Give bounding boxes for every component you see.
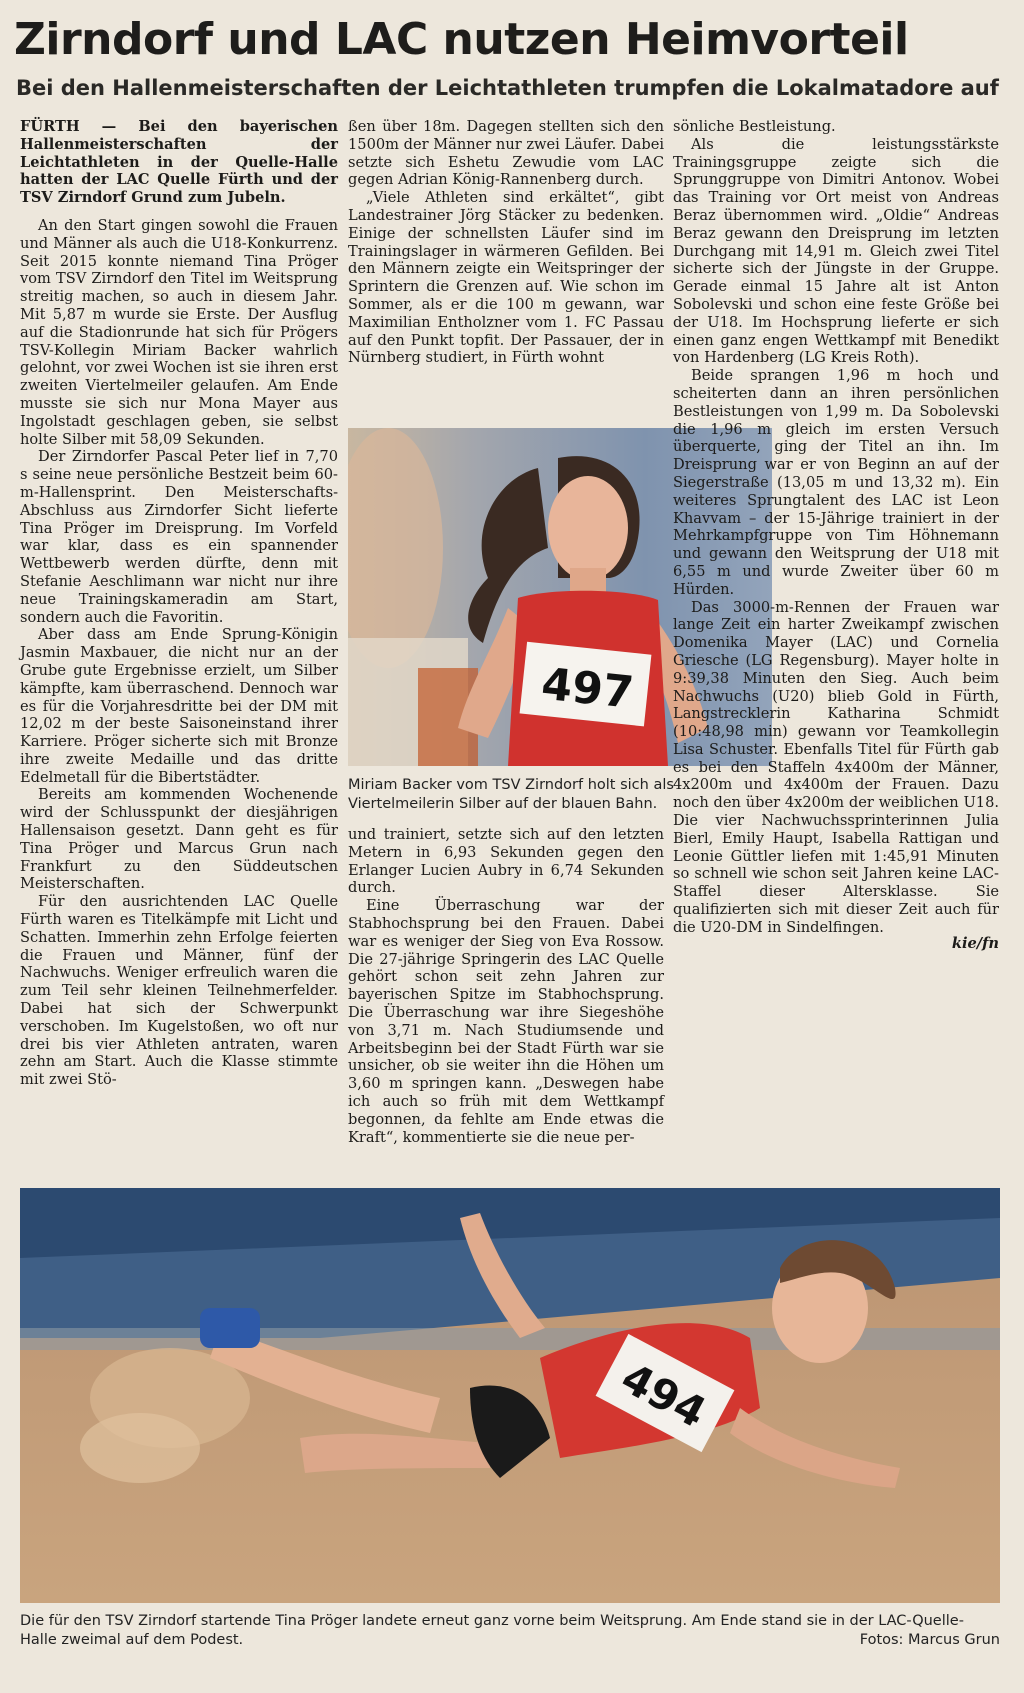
- body-paragraph: Bereits am kommenden Wochenende wird der Schlusspunkt der diesjährigen Hallensaison gesetzt. Dann geht es für Tina Pröger und Marcus Grun nach Frankfurt zu den Süddeutschen Meisterschaften.: [20, 786, 338, 893]
- body-paragraph: „Viele Athleten sind erkältet“, gibt Landestrainer Jörg Stäcker zu bedenken. Einige der schnellsten Läufer sind im Trainingslager in wärmeren Gefilden. Bei den Männern zeigte ein Weitspringer der Sprintern die Grenzen auf. Wie schon im Sommer, als er die 100 m gewann, war Maximilian Entholzner vom 1. FC Passau auf den Punkt topfit. Der Passauer, der in Nürnberg studiert, in Fürth wohnt: [348, 189, 664, 367]
- body-paragraph: ßen über 18m. Dagegen stellten sich den 1500m der Männer nur zwei Läufer. Dabei setzte sich Eshetu Zewudie vom LAC gegen Adrian König-Rannenberg durch.: [348, 118, 664, 189]
- body-paragraph: Eine Überraschung war der Stabhochsprung bei den Frauen. Dabei war es weniger der Sieg von Eva Rossow. Die 27-jährige Springerin des LAC Quelle gehört schon seit zehn Jahren zur bayerischen Spitze im Stabhochsprung. Die Überraschung war ihre Siegeshöhe von 3,71 m. Nach Studiumsende und Arbeitsbeginn bei der Stadt Fürth war sie unsicher, ob sie weiter ihn die Höhen um 3,60 m springen kann. „Deswegen habe ich auch so früh mit dem Wettkampf begonnen, da fehlte am Ende etwas die Kraft“, kommentierte sie die neue per-: [348, 897, 664, 1146]
- photo-runner-caption: Miriam Backer vom TSV Zirndorf holt sich als Viertelmeilerin Silber auf der blauen Bahn.: [348, 777, 674, 812]
- body-paragraph: Der Zirndorfer Pascal Peter lief in 7,70 s seine neue persönliche Bestzeit beim 60-m-Hallensprint. Den Meisterschafts-Abschluss aus Zirndorfer Sicht lieferte Tina Pröger im Dreisprung. Im Vorfeld war klar, dass es ein spannender Wettbewerb werden dürfte, denn mit Stefanie Aeschlimann war nicht nur ihre neue Trainingskameradin am Start, sondern auch die Favoritin.: [20, 448, 338, 626]
- body-paragraph: Aber dass am Ende Sprung-Königin Jasmin Maxbauer, die nicht nur an der Grube gute Ergebnisse erzielt, um Silber kämpfte, kam überraschend. Dennoch war es für die Vorjahresdritte bei der DM mit 12,02 m der beste Saisoneinstand ihrer Karriere. Pröger sicherte sich mit Bronze ihre zweite Medaille und das dritte Edelmetall für die Bibertstädter.: [20, 626, 338, 786]
- article-column-2-bottom: [348, 826, 664, 1146]
- subheadline: Bei den Hallenmeisterschaften der Leichtathleten trumpfen die Lokalmatadore auf: [16, 76, 999, 100]
- body-paragraph: Für den ausrichtenden LAC Quelle Fürth waren es Titelkämpfe mit Licht und Schatten. Immerhin zehn Erfolge feierten die Frauen und Männer, fünf der Nachwuchs. Weniger erfreulich waren die zum Teil sehr kleinen Teilnehmerfelder. Dabei hat sich der Schwerpunkt verschoben. Im Kugelstoßen, wo oft nur drei bis vier Athleten antraten, waren zehn am Start. Auch die Klasse stimmte mit zwei Stö-: [20, 893, 338, 1089]
- body-paragraph: sönliche Bestleistung.: [673, 118, 836, 135]
- lead-paragraph: FÜRTH — Bei den bayerischen Hallenmeisterschaften der Leichtathleten in der Quelle-Halle hatten der LAC Quelle Fürth und der TSV Zirndorf Grund zum Jubeln.: [20, 118, 338, 207]
- body-paragraph: Beide sprangen 1,96 m hoch und scheiterten dann an ihren persönlichen Bestleistungen von 1,99 m. Da Sobolevski die 1,96 m gleich im ersten Versuch überquerte, ging der Titel an ihn. Im Dreisprung war er von Beginn an auf der Siegerstraße (13,05 m und 13,32 m). Ein weiteres Sprungtalent des LAC ist Leon Khavvam – der 15-Jährige trainiert in der Mehrkampfgruppe von Tim Höhnemann und gewann den Weitsprung der U18 mit 6,55 m und wurde Zweiter über 60 m Hürden.: [673, 367, 999, 598]
- body-paragraph: An den Start gingen sowohl die Frauen und Männer als auch die U18-Konkurrenz. Seit 2015 konnte niemand Tina Pröger vom TSV Zirndorf den Titel im Weitsprung streitig machen, so auch in diesem Jahr. Mit 5,87 m wurde sie Erste. Der Ausflug auf die Stadionrunde hat sich für Prögers TSV-Kollegin Miriam Backer wahrlich gelohnt, vor zwei Wochen ist sie ihren erst zweiten Viertelmeiler gelaufen. Am Ende musste sie sich nur Mona Mayer aus Ingolstadt geschlagen geben, sie selbst holte Silber mit 58,09 Sekunden.: [20, 216, 338, 448]
- photo-credit: Fotos: Marcus Grun: [859, 1632, 1000, 1648]
- article-column-2-top: [348, 118, 664, 367]
- body-paragraph: Als die leistungsstärkste Trainingsgruppe zeigte sich die Sprunggruppe von Dimitri Antonov. Wobei das Training vor Ort meist von Andreas Beraz übernommen wird. „Oldie“ Andreas Beraz gewann den Dreisprung im letzten Durchgang mit 14,91 m. Gleich zwei Titel sicherte sich der Jüngste in der Gruppe. Gerade einmal 15 Jahre alt ist Anton Sobolevski und schon eine feste Größe bei der U18. Im Hochsprung lieferte er sich einen ganz engen Wettkampf mit Benedikt von Hardenberg (LG Kreis Roth).: [673, 135, 999, 367]
- article-column-3: [673, 118, 999, 952]
- body-paragraph: und trainiert, setzte sich auf den letzten Metern in 6,93 Sekunden gegen den Erlanger Lucien Aubry in 6,74 Sekunden durch.: [348, 826, 664, 897]
- caption-text: Die für den TSV Zirndorf startende Tina Pröger landete erneut ganz vorne beim Weitsprung. Am Ende stand sie in der LAC-Quelle-Halle zweimal auf dem Podest.: [20, 1613, 964, 1648]
- photo-long-jump-caption: [20, 1612, 1000, 1650]
- bib-number: 494: [613, 1352, 715, 1438]
- headline: Zirndorf und LAC nutzen Heimvorteil: [14, 14, 909, 65]
- photo-long-jump: [20, 1188, 1000, 1603]
- bib-number: 497: [539, 658, 636, 719]
- photo-long-jump-image: [20, 1188, 1000, 1603]
- byline: kie/fn: [951, 934, 999, 952]
- article-column-1: [20, 118, 338, 1089]
- body-paragraph: Das 3000-m-Rennen der Frauen war lange Zeit ein harter Zweikampf zwischen Domenika Mayer (LAC) und Cornelia Griesche (LG Regensburg). Mayer holte in 9:39,38 Minuten den Sieg. Auch beim Nachwuchs (U20) blieb Gold in Fürth, Langstrecklerin Katharina Schmidt (10:48,98 min) gewann vor Teamkollegin Lisa Schuster. Ebenfalls Titel für Fürth gab es bei den Staffeln 4x400m der Männer, 4x200m und 4x400m der Frauen. Dazu noch den über 4x200m der weiblichen U18. Die vier Nachwuchssprinterinnen Julia Bierl, Emily Haupt, Isabella Rattigan und Leonie Güttler liefen mit 1:45,91 Minuten so schnell wie schon seit Jahren keine LAC-Staffel dieser Altersklasse. Sie qualifizierten sich mit dieser Zeit auch für die U20-DM in Sindelfingen.: [673, 598, 999, 936]
